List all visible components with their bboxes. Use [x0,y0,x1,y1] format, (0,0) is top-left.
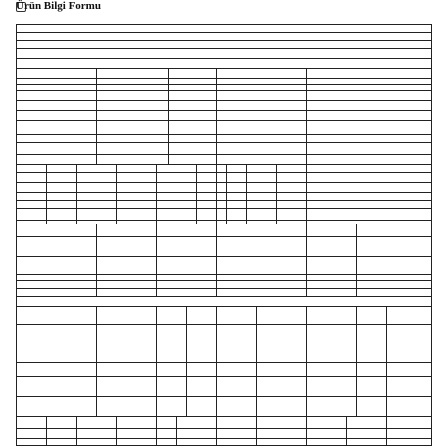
row-divider [16,172,432,173]
row-divider [16,416,432,417]
row-divider [16,40,432,41]
column-divider [306,306,307,416]
row-divider [16,280,432,281]
column-divider [386,306,387,416]
row-divider [16,296,432,297]
row-divider [16,120,432,121]
column-divider [216,68,217,164]
form-border-top [16,24,432,25]
row-divider [16,236,432,237]
column-divider [168,68,169,164]
row-divider [16,100,432,101]
column-divider [46,164,47,224]
column-divider [156,306,157,416]
row-divider [16,200,432,201]
column-divider [96,224,97,296]
row-divider [16,78,432,79]
row-divider [16,32,432,33]
form-border-bottom [16,445,432,446]
row-divider [16,192,432,193]
row-divider [16,376,432,377]
column-divider [356,306,357,416]
column-divider [216,306,217,416]
column-divider [216,164,217,224]
column-divider [226,164,227,224]
column-divider [156,164,157,224]
row-divider [16,134,432,135]
column-divider [306,224,307,296]
row-divider [16,154,432,155]
column-divider [76,416,77,446]
row-divider [16,110,432,111]
form-border-left [16,24,17,446]
column-divider [306,164,307,224]
column-divider [386,416,387,446]
column-divider [156,224,157,296]
row-divider [16,142,432,143]
row-divider [16,362,432,363]
column-divider [216,224,217,296]
column-divider [116,164,117,224]
row-divider [16,306,432,307]
column-divider [216,416,217,446]
row-divider [16,256,432,257]
column-divider [306,416,307,446]
row-divider [16,68,432,69]
form-table [16,24,432,446]
column-divider [346,416,347,446]
column-divider [246,164,247,224]
row-divider [16,84,432,85]
column-divider [276,164,277,224]
column-divider [256,416,257,446]
row-divider [16,324,432,325]
row-divider [16,90,432,91]
form-border-right [431,24,432,446]
column-divider [76,164,77,224]
column-divider [176,416,177,446]
row-divider [16,288,432,289]
row-divider [16,182,432,183]
row-divider [16,164,432,165]
row-divider [16,58,432,59]
column-divider [186,306,187,416]
row-divider [16,48,432,49]
page-title: Ürün Bilgi Formu [16,0,101,12]
column-divider [256,306,257,416]
row-divider [16,396,432,397]
column-divider [46,416,47,446]
column-divider [156,416,157,446]
column-divider [116,416,117,446]
column-divider [356,224,357,296]
column-divider [306,68,307,164]
row-divider [16,428,432,429]
row-divider [16,438,432,439]
row-divider [16,220,432,221]
row-divider [16,274,432,275]
column-divider [96,68,97,164]
column-divider [196,164,197,224]
column-divider [96,306,97,416]
row-divider [16,208,432,209]
